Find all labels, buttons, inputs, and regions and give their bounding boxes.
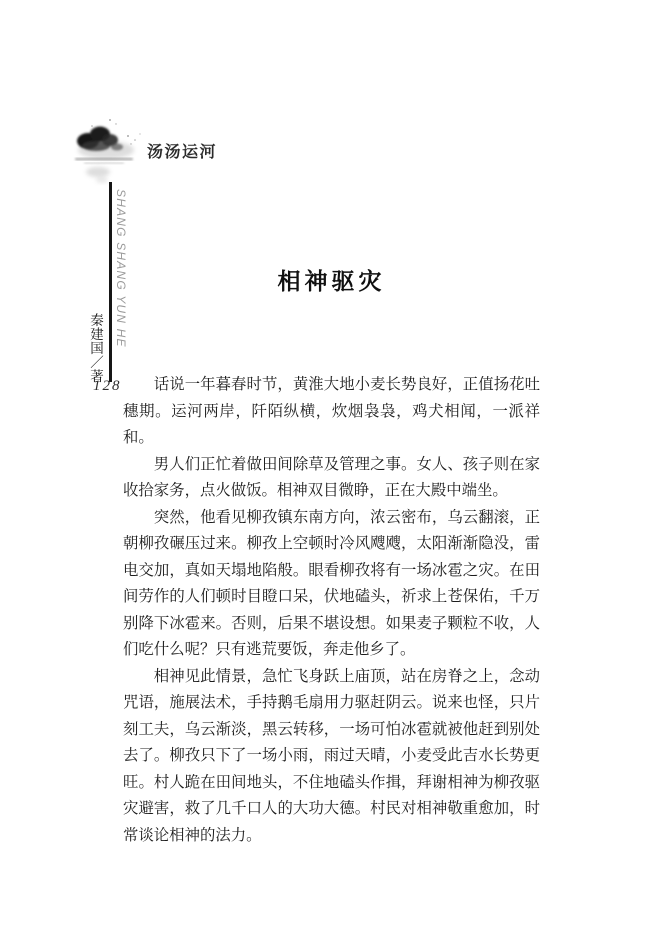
ink-wash-logo-icon (72, 114, 150, 186)
series-title: 汤汤运河 (147, 144, 218, 161)
paragraph-2: 男人们正忙着做田间除草及管理之事。女人、孩子则在家收拾家务，点火做饭。相神双目微睁，正在大殿中端坐。 (123, 455, 540, 499)
author-byline: 秦建国／著 (88, 313, 103, 383)
paragraph-1: 话说一年暮春时节，黄淮大地小麦长势良好，正值扬花吐穗期。运河两岸，阡陌纵横，炊烟袅袅，鸡犬相闻，一派祥和。 (123, 376, 540, 446)
chapter-title: 相神驱灾 (277, 269, 386, 294)
paragraph-3: 突然，他看见柳孜镇东南方向，浓云密布，乌云翻滚，正朝柳孜碾压过来。柳孜上空顿时冷风飕飕，太阳渐渐隐没，雷电交加，真如天塌地陷般。眼看柳孜将有一场冰雹之灾。在田间劳作的人们顿时目瞪口呆，伏地磕头，祈求上苍保佑，千万别降下冰雹来。否则，后果不堪设想。如果麦子颗粒不收，人们吃什么呢？只有逃荒要饭，奔走他乡了。 (123, 508, 540, 658)
article-body (123, 372, 540, 849)
vertical-rule (109, 182, 112, 382)
series-title-latin: SHANG SHANG YUN HE (114, 189, 128, 348)
paragraph-4: 相神见此情景，急忙飞身跃上庙顶，站在房脊之上，念动咒语，施展法术，手持鹅毛扇用力驱赶阴云。说来也怪，只片刻工夫，乌云渐淡，黑云转移，一场可怕冰雹就被他赶到别处去了。柳孜只下了一场小雨，雨过天晴，小麦受此吉水长势更旺。村人跪在田间地头，不住地磕头作揖，拜谢相神为柳孜驱灾避害，救了几千口人的大功大德。村民对相神敬重愈加，时常谈论相神的法力。 (123, 667, 540, 844)
page-number: 128 (93, 378, 122, 394)
